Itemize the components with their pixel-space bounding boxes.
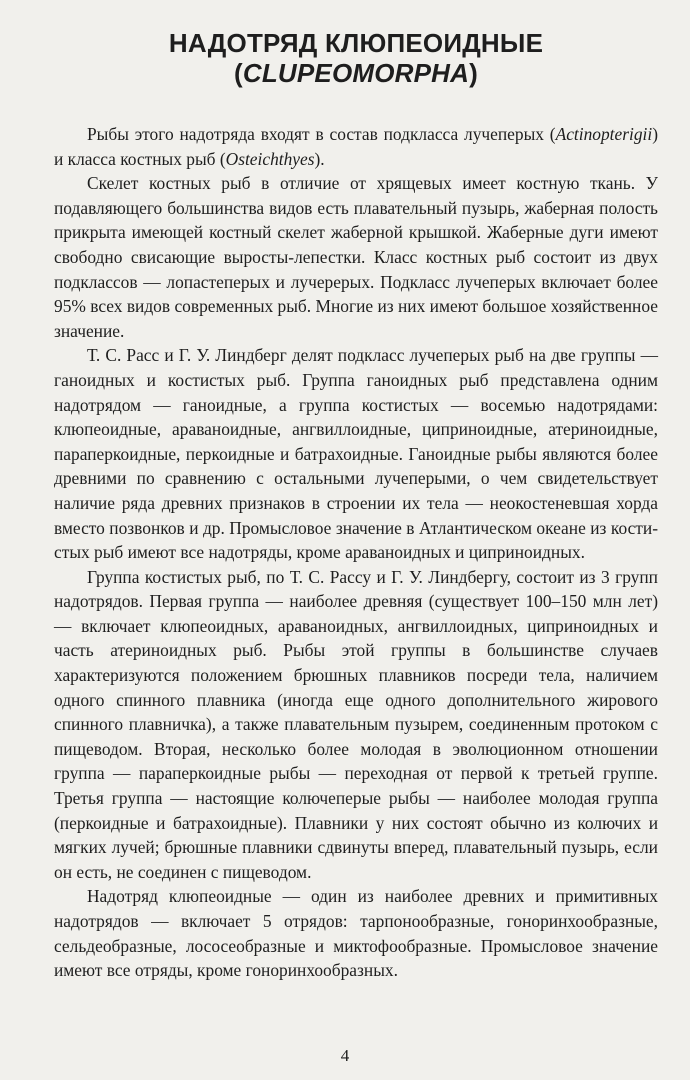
paragraph-1 [54, 122, 658, 171]
paragraph-2: Скелет костных рыб в отличие от хрящевых имеет костную ткань. У подавляющего большинства видов есть плавательный пузырь, жаберная полость прикрыта имеющей костный скелет жаберной крышкой. Жаберные дуги имеют свободно свисающие выросты-лепестки. Класс костных рыб состоит из двух подклассов — лопастеперых и лучерерых. Подкласс лучеперых включает более 95% всех видов современных рыб. Многие из них имеют большое хозяйственное значение. [54, 173, 658, 341]
body-text [54, 122, 658, 983]
paragraph-4: Группа костистых рыб, по Т. С. Рассу и Г. У. Линдбергу, состоит из 3 групп надотрядов. Первая группа — наиболее древняя (существует 100–150 млн лет) — включает клюпеоидных, араваноидных, ангвиллоидных, циприноидных и часть атериноидных рыб. Рыбы этой группы в большинстве случаев характеризуются положением брюшных плавников посреди тела, наличием одного спинного плавника (иногда еще одного дополнительного жирового спинного плавничка), а также плавательным пузырем, соединенным протоком с пищеводом. Вторая, несколько более молодая в эволюционном отношении группа — параперкоидные рыбы — переходная от первой к третьей группе. Третья группа — настоящие колючеперые рыбы — наиболее молодая группа (перкоидные и батрахоидные). Плавники у них состоят обычно из колючих и мягких лучей; брюшные плавники сдвинуты вперед, плавательный пузырь, если он есть, не соединен с пищеводом. [54, 566, 658, 882]
chapter-subtitle [54, 58, 658, 88]
chapter-title [54, 28, 658, 58]
p1-latin-osteichthyes: Osteichthyes [225, 148, 315, 169]
p1-text-c: ). [314, 148, 325, 169]
subtitle-open-paren: ( [233, 58, 243, 88]
latin-taxon-name: CLUPEOMORPHA [242, 58, 470, 88]
paragraph-5: Надотряд клюпеоидные — один из наиболее древних и примитивных надотрядов — включает 5 отрядов: тарпонообразные, гоноринхообразные, сельдеобразные, лососеобразные и миктофообразные. Промысловое значение имеют все отряды, кроме гоноринхообразных. [54, 886, 658, 981]
paragraph-3: Т. С. Расс и Г. У. Линдберг делят подкласс лучеперых рыб на две группы — ганоидных и костистых рыб. Группа ганоидных рыб представлена одним надотрядом — ганоидные, а группа костистых — восемью надотрядами: клюпеоидные, араваноидные, ангвиллоидные, циприноидные, атериноидные, параперкоидные, перкоидные и батрахоидные. Ганоидные рыбы являются более древними по сравнению с остальными лучеперыми, о чем свидетельствует наличие ряда древних признаков в строении их тела — неокостеневшая хорда вместо позвонков и др. Промысловое значение в Атлантическом океане из костистых рыб имеют все надотряды, кроме араваноидных и циприноидных. [54, 345, 658, 563]
page-number: 4 [340, 1046, 350, 1065]
p1-text-b: ) и класса костных рыб ( [54, 124, 658, 169]
subtitle-close-paren: ) [469, 58, 478, 88]
p1-latin-actinopterigii: Actinopterigii [555, 124, 653, 144]
p1-text-a: Рыбы этого надотряда входят в состав подкласса лучеперых ( [87, 124, 556, 144]
chapter-title-line1: НАДОТРЯД КЛЮПЕОИДНЫЕ [168, 28, 544, 58]
